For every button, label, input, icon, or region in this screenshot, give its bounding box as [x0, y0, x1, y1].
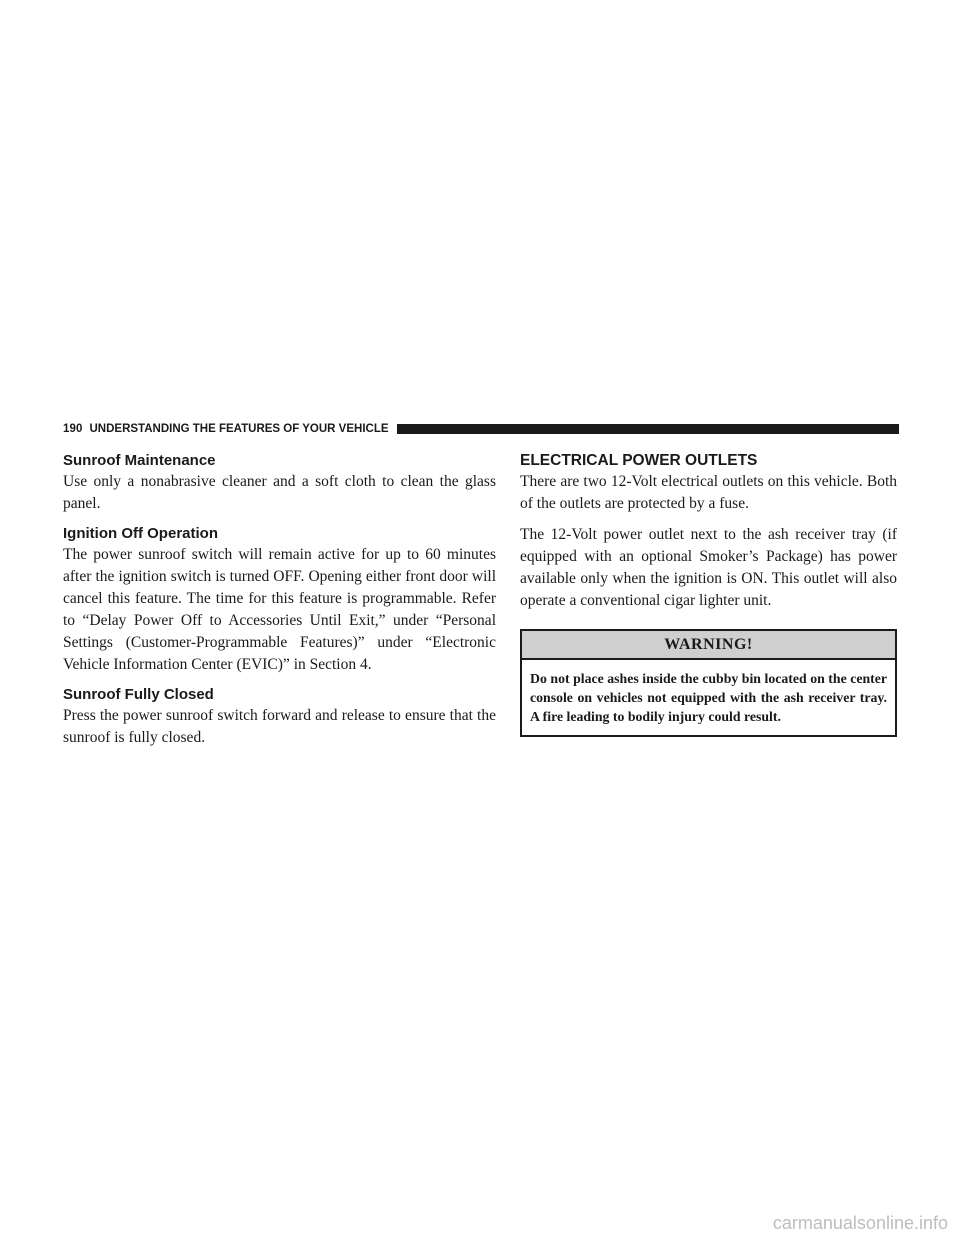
ignition-off-heading: Ignition Off Operation: [63, 525, 218, 542]
watermark: carmanualsonline.info: [772, 1213, 948, 1233]
power-outlets-paragraph-1: There are two 12-Volt electrical outlets on this vehicle. Both of the outlets are protected by a fuse.: [520, 473, 897, 512]
warning-text: Do not place ashes inside the cubby bin located on the center console on vehicles not equipped with the ash receiver tray. A fire leading to bodily injury could result.: [530, 671, 887, 724]
sunroof-closed-heading: Sunroof Fully Closed: [63, 686, 214, 703]
page-number: 190: [63, 423, 83, 435]
power-outlets-paragraph-2: The 12-Volt power outlet next to the ash receiver tray (if equipped with an optional Smoker’s Package) has power available only when the ignition is ON. This outlet will also operate a conventional cigar lighter unit.: [520, 526, 897, 609]
sunroof-maintenance-heading: Sunroof Maintenance: [63, 452, 216, 469]
right-column: [520, 452, 897, 737]
left-column: [63, 452, 496, 749]
warning-title: WARNING!: [522, 631, 895, 660]
warning-box: [520, 629, 897, 737]
sunroof-closed-text: Press the power sunroof switch forward and release to ensure that the sunroof is fully closed.: [63, 707, 496, 746]
sunroof-maintenance-text: Use only a nonabrasive cleaner and a soft cloth to clean the glass panel.: [63, 473, 496, 512]
power-outlets-heading: ELECTRICAL POWER OUTLETS: [520, 452, 758, 469]
header-rule: [397, 424, 899, 434]
page-header: [63, 420, 899, 438]
ignition-off-text: The power sunroof switch will remain active for up to 60 minutes after the ignition switch is turned OFF. Opening either front door will cancel this feature. The time for this feature is programmable. Refer to “Delay Power Off to Accessories Until Exit,” under “Personal Settings (Customer-Programmable Features)” under “Electronic Vehicle Information Center (EVIC)” in Section 4.: [63, 546, 496, 673]
section-title: UNDERSTANDING THE FEATURES OF YOUR VEHICLE: [89, 423, 389, 435]
